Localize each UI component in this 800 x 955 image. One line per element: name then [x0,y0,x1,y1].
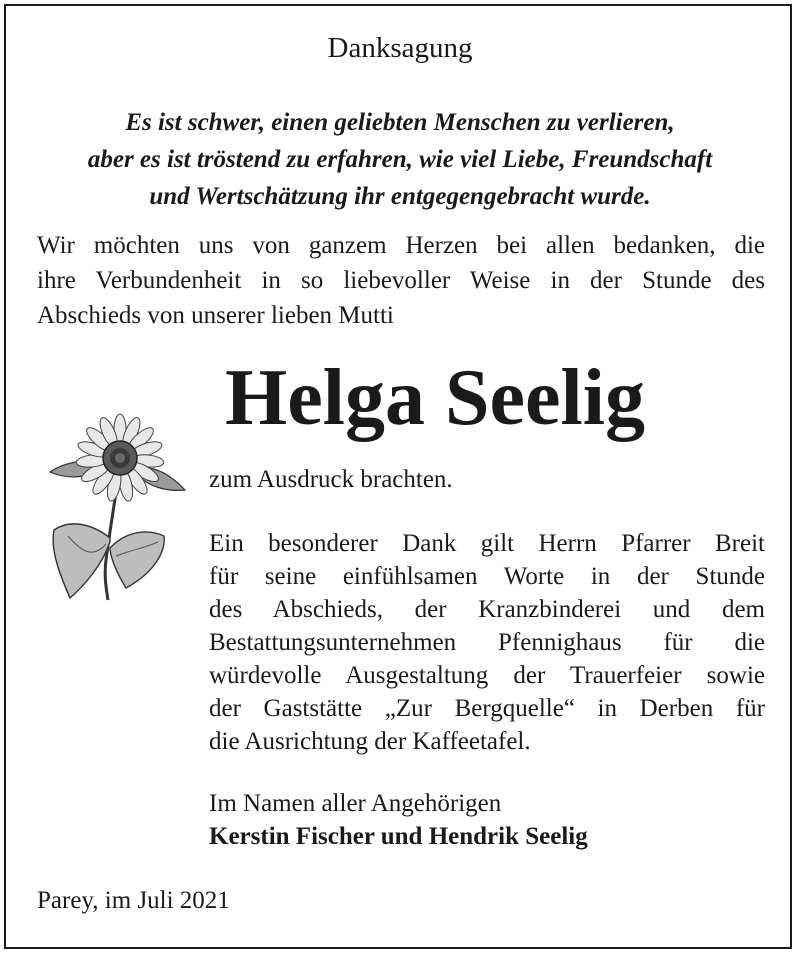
signoff-text: Im Namen aller Angehörigen [209,790,502,817]
thanks-line: würdevolle Ausgestaltung der Trauerfeier sowie [209,662,765,689]
memorial-quote [24,104,776,215]
intro-line: Abschieds von unserer lieben Mutti [37,302,394,329]
thanks-line: Bestattungsunternehmen Pfennighaus für die [209,629,765,656]
thanks-line: die Ausrichtung der Kaffeetafel. [209,728,531,755]
intro-line: Wir möchten uns von ganzem Herzen bei allen bedanken, die [37,232,765,259]
thanks-line: Ein besonderer Dank gilt Herrn Pfarrer Breit [209,530,765,557]
quote-line: und Wertschätzung ihr entgegengebracht wurde. [149,183,651,210]
sunflower-icon [40,410,200,610]
intro-paragraph [37,228,765,333]
deceased-name: Helga Seelig [225,354,645,442]
thanks-line: für seine einfühlsamen Worte in der Stunde [209,563,765,590]
intro-line: ihre Verbundenheit in so liebevoller Weise in der Stunde des [37,267,765,294]
thanks-paragraph [209,527,765,758]
quote-line: Es ist schwer, einen geliebten Menschen zu verlieren, [125,109,675,136]
signers-names: Kerstin Fischer und Hendrik Seelig [209,823,588,850]
thanks-line: der Gaststätte „Zur Bergquelle“ in Derben für [209,695,765,722]
thanks-line: des Abschieds, der Kranzbinderei und dem [209,596,765,623]
place-date: Parey, im Juli 2021 [37,887,230,914]
notice-heading: Danksagung [327,32,473,64]
quote-line: aber es ist tröstend zu erfahren, wie viel Liebe, Freundschaft [87,146,713,173]
after-name-text: zum Ausdruck brachten. [209,466,453,493]
